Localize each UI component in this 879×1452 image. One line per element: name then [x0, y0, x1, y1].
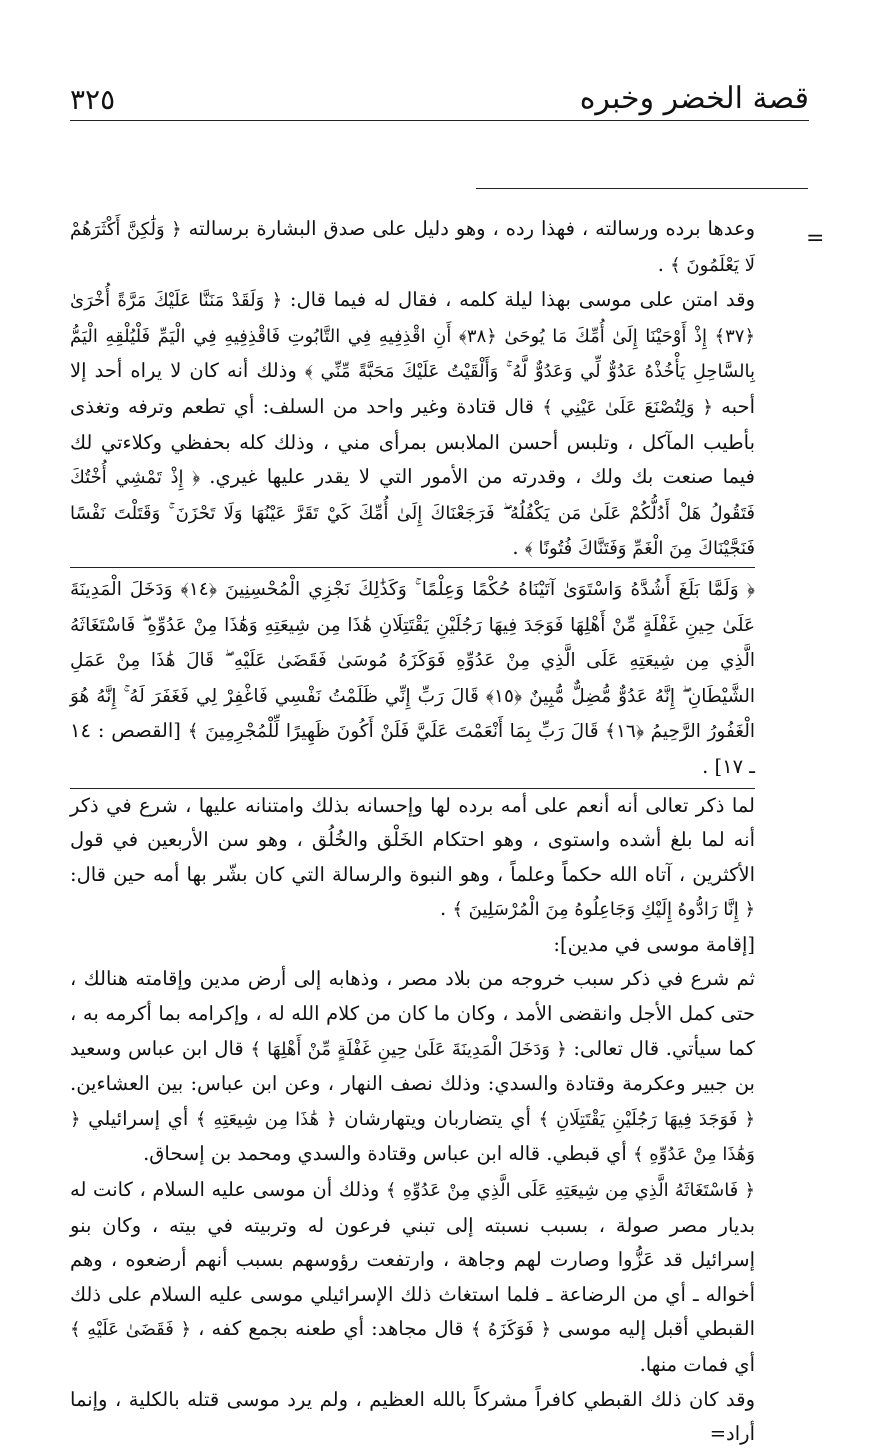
- quran-verse: ﴿ إِنَّا رَادُّوهُ إِلَيْكِ وَجَاعِلُوهُ مِنَ الْمُرْسَلِينَ ﴾: [452, 899, 755, 921]
- text-run: وذلك أنه كان لا يراه أحد إلا أحبه: [70, 359, 755, 418]
- quran-block: [70, 567, 755, 789]
- quran-verse: ﴿ فَوَجَدَ فِيهَا رَجُلَيْنِ يَقْتَتِلَانِ ﴾: [538, 1108, 756, 1130]
- text-run: وقد كان ذلك القبطي كافراً مشركاً بالله العظيم ، ولم يرد موسى قتله بالكلية ، وإنما أراد=: [70, 1387, 755, 1446]
- page-header: [70, 58, 809, 121]
- quran-verse: ﴿ فَقَضَىٰ عَلَيْهِ ﴾: [70, 1319, 192, 1341]
- text-run: أي يتضاربان ويتهارشان: [336, 1106, 539, 1130]
- quran-verse: ﴿ وَلِتُصْنَعَ عَلَىٰ عَيْنِي ﴾: [542, 396, 713, 418]
- running-title: قصة الخضر وخبره: [579, 81, 809, 116]
- text-run: قال قتادة وغير واحد من السلف: أي تطعم وترفه وتغذى بأطيب المآكل ، وتلبس أحسن الملابس بمرأى مني ، وذلك كله بحفظي وكلاءتي لك فيما صنعت بك ولك ، وقدرته من الأمور التي لا يقدر عليها غيري.: [70, 394, 755, 489]
- paragraph: [70, 962, 755, 1173]
- text-run: قال مجاهد: أي طعنه بجمع كفه ،: [191, 1317, 471, 1341]
- paragraph: [70, 1383, 755, 1452]
- quran-verse: ﴿ وَلَٰكِنَّ أَكْثَرَهُمْ لَا يَعْلَمُونَ ﴾: [70, 219, 755, 276]
- text-run: لما ذكر تعالى أنه أنعم على أمه برده لها وإحسانه بذلك وامتنانه عليها ، شرع في ذكر أنه لما بلغ أشده واستوى ، وهو احتكام الخَلْق والخُلُق ، وهو سن الأربعين في قول الأكثرين ، آتاه الله حكماً وعلماً ، وهو النبوة والرسالة التي كان بشّر بها أمه حين قال:: [70, 793, 755, 886]
- text-run: ثم شرع في ذكر سبب خروجه من بلاد مصر ، وذهابه إلى أرض مدين وإقامته هنالك ، حتى كمل الأجل وانقضى الأمد ، وكان ما كان من كلام الله له ، وإكرامه بما أكرمه به ، كما سيأتي. قال تعالى:: [70, 967, 756, 1060]
- text-run: .: [657, 252, 671, 276]
- section-heading: [إقامة موسى في مدين]:: [553, 932, 755, 956]
- citation: [القصص : ١٤ ـ ١٧] .: [70, 719, 755, 778]
- quran-verse: ﴿ وَهَٰذَا مِنْ عَدُوِّهِ ﴾: [70, 1108, 755, 1166]
- paragraph: [70, 212, 755, 283]
- quran-verse: ﴿ هَٰذَا مِن شِيعَتِهِ ﴾: [195, 1108, 337, 1130]
- quran-verse: ﴿ وَدَخَلَ الْمَدِينَةَ عَلَىٰ حِينِ غَفْلَةٍ مِّنْ أَهْلِهَا ﴾: [250, 1038, 567, 1060]
- continuation-mark: =: [806, 226, 825, 251]
- text-run: وعدها برده ورسالته ، فهذا رده ، وهو دليل على صدق البشارة برسالته: [181, 217, 755, 240]
- paragraph: [70, 283, 755, 567]
- text-run: وذلك أن موسى عليه السلام ، كانت له بديار مصر صولة ، بسبب نسبته إلى تبني فرعون له وتربيته في بيته ، وكان بنو إسرائيل قد عَزُّوا وصارت لهم وجاهة ، وارتفعت رؤوسهم بسبب أنهم أرضعوه ، وهم أخواله ـ أي من الرضاعة ـ فلما استغاث ذلك الإسرائيلي موسى عليه السلام على ذلك القبطي أقبل إليه موسى: [70, 1178, 755, 1341]
- quran-verse: ﴿ إِذْ تَمْشِي أُخْتُكَ فَتَقُولُ هَلْ أَدُلُّكُمْ عَلَىٰ مَن يَكْفُلُهُ ۖ فَرَجَعْنَاكَ إِلَىٰ أُمِّكَ كَيْ تَقَرَّ عَيْنُهَا وَلَا تَحْزَنَ ۚ وَقَتَلْتَ نَفْسًا فَنَجَّيْنَاكَ مِنَ الْغَمِّ وَفَتَنَّاكَ فُتُونًا ﴾: [70, 467, 755, 560]
- quran-verse: ﴿ فَوَكَزَهُ ﴾: [470, 1319, 552, 1341]
- text-run: أي قبطي. قاله ابن عباس وقتادة والسدي ومحمد بن إسحاق.: [143, 1142, 633, 1166]
- footnote-separator: [476, 188, 808, 189]
- text-run: قال ابن عباس وسعيد بن جبير وعكرمة وقتادة والسدي: وذلك نصف النهار ، وعن ابن عباس: بين العشاءين.: [70, 1036, 755, 1096]
- text-run: .: [512, 536, 525, 560]
- paragraph: [70, 789, 755, 928]
- quran-verse: ﴿ وَلَقَدْ مَنَنَّا عَلَيْكَ مَرَّةً أُخْرَىٰ ﴿٣٧﴾ إِذْ أَوْحَيْنَا إِلَىٰ أُمِّكَ مَا يُوحَىٰ ﴿٣٨﴾ أَنِ اقْذِفِيهِ فِي التَّابُوتِ فَاقْذِفِيهِ فِي الْيَمِّ فَلْيُلْقِهِ الْيَمُّ بِالسَّاحِلِ يَأْخُذْهُ عَدُوٌّ لِّي وَعَدُوٌّ لَّهُ ۚ وَأَلْقَيْتُ عَلَيْكَ مَحَبَّةً مِّنِّي ﴾: [70, 290, 755, 383]
- text-run: أي فمات منها.: [639, 1353, 755, 1376]
- text-run: أي إسرائيلي: [80, 1106, 196, 1130]
- body-text: [70, 212, 755, 1452]
- page-number: ٣٢٥: [70, 83, 116, 116]
- quran-verse: ﴿ وَلَمَّا بَلَغَ أَشُدَّهُ وَاسْتَوَىٰ آتَيْنَاهُ حُكْمًا وَعِلْمًا ۚ وَكَذَٰلِكَ نَجْزِي الْمُحْسِنِينَ ﴿١٤﴾ وَدَخَلَ الْمَدِينَةَ عَلَىٰ حِينِ غَفْلَةٍ مِّنْ أَهْلِهَا فَوَجَدَ فِيهَا رَجُلَيْنِ يَقْتَتِلَانِ هَٰذَا مِن شِيعَتِهِ وَهَٰذَا مِنْ عَدُوِّهِ ۖ فَاسْتَغَاثَهُ الَّذِي مِن شِيعَتِهِ عَلَى الَّذِي مِنْ عَدُوِّهِ فَوَكَزَهُ مُوسَىٰ فَقَضَىٰ عَلَيْهِ ۖ قَالَ هَٰذَا مِنْ عَمَلِ الشَّيْطَانِ ۖ إِنَّهُ عَدُوٌّ مُّضِلٌّ مُّبِينٌ ﴿١٥﴾ قَالَ رَبِّ إِنِّي ظَلَمْتُ نَفْسِي فَاغْفِرْ لِي فَغَفَرَ لَهُ ۚ إِنَّهُ هُوَ الْغَفُورُ الرَّحِيمُ ﴿١٦﴾ قَالَ رَبِّ بِمَا أَنْعَمْتَ عَلَيَّ فَلَنْ أَكُونَ ظَهِيرًا لِّلْمُجْرِمِينَ ﴾: [70, 578, 756, 743]
- paragraph: [70, 1173, 755, 1383]
- text-run: .: [439, 897, 453, 921]
- text-run: وقد امتن على موسى بهذا ليلة كلمه ، فقال له فيما قال:: [282, 288, 755, 312]
- quran-verse: ﴿ فَاسْتَغَاثَهُ الَّذِي مِن شِيعَتِهِ عَلَى الَّذِي مِنْ عَدُوِّهِ ﴾: [385, 1180, 756, 1202]
